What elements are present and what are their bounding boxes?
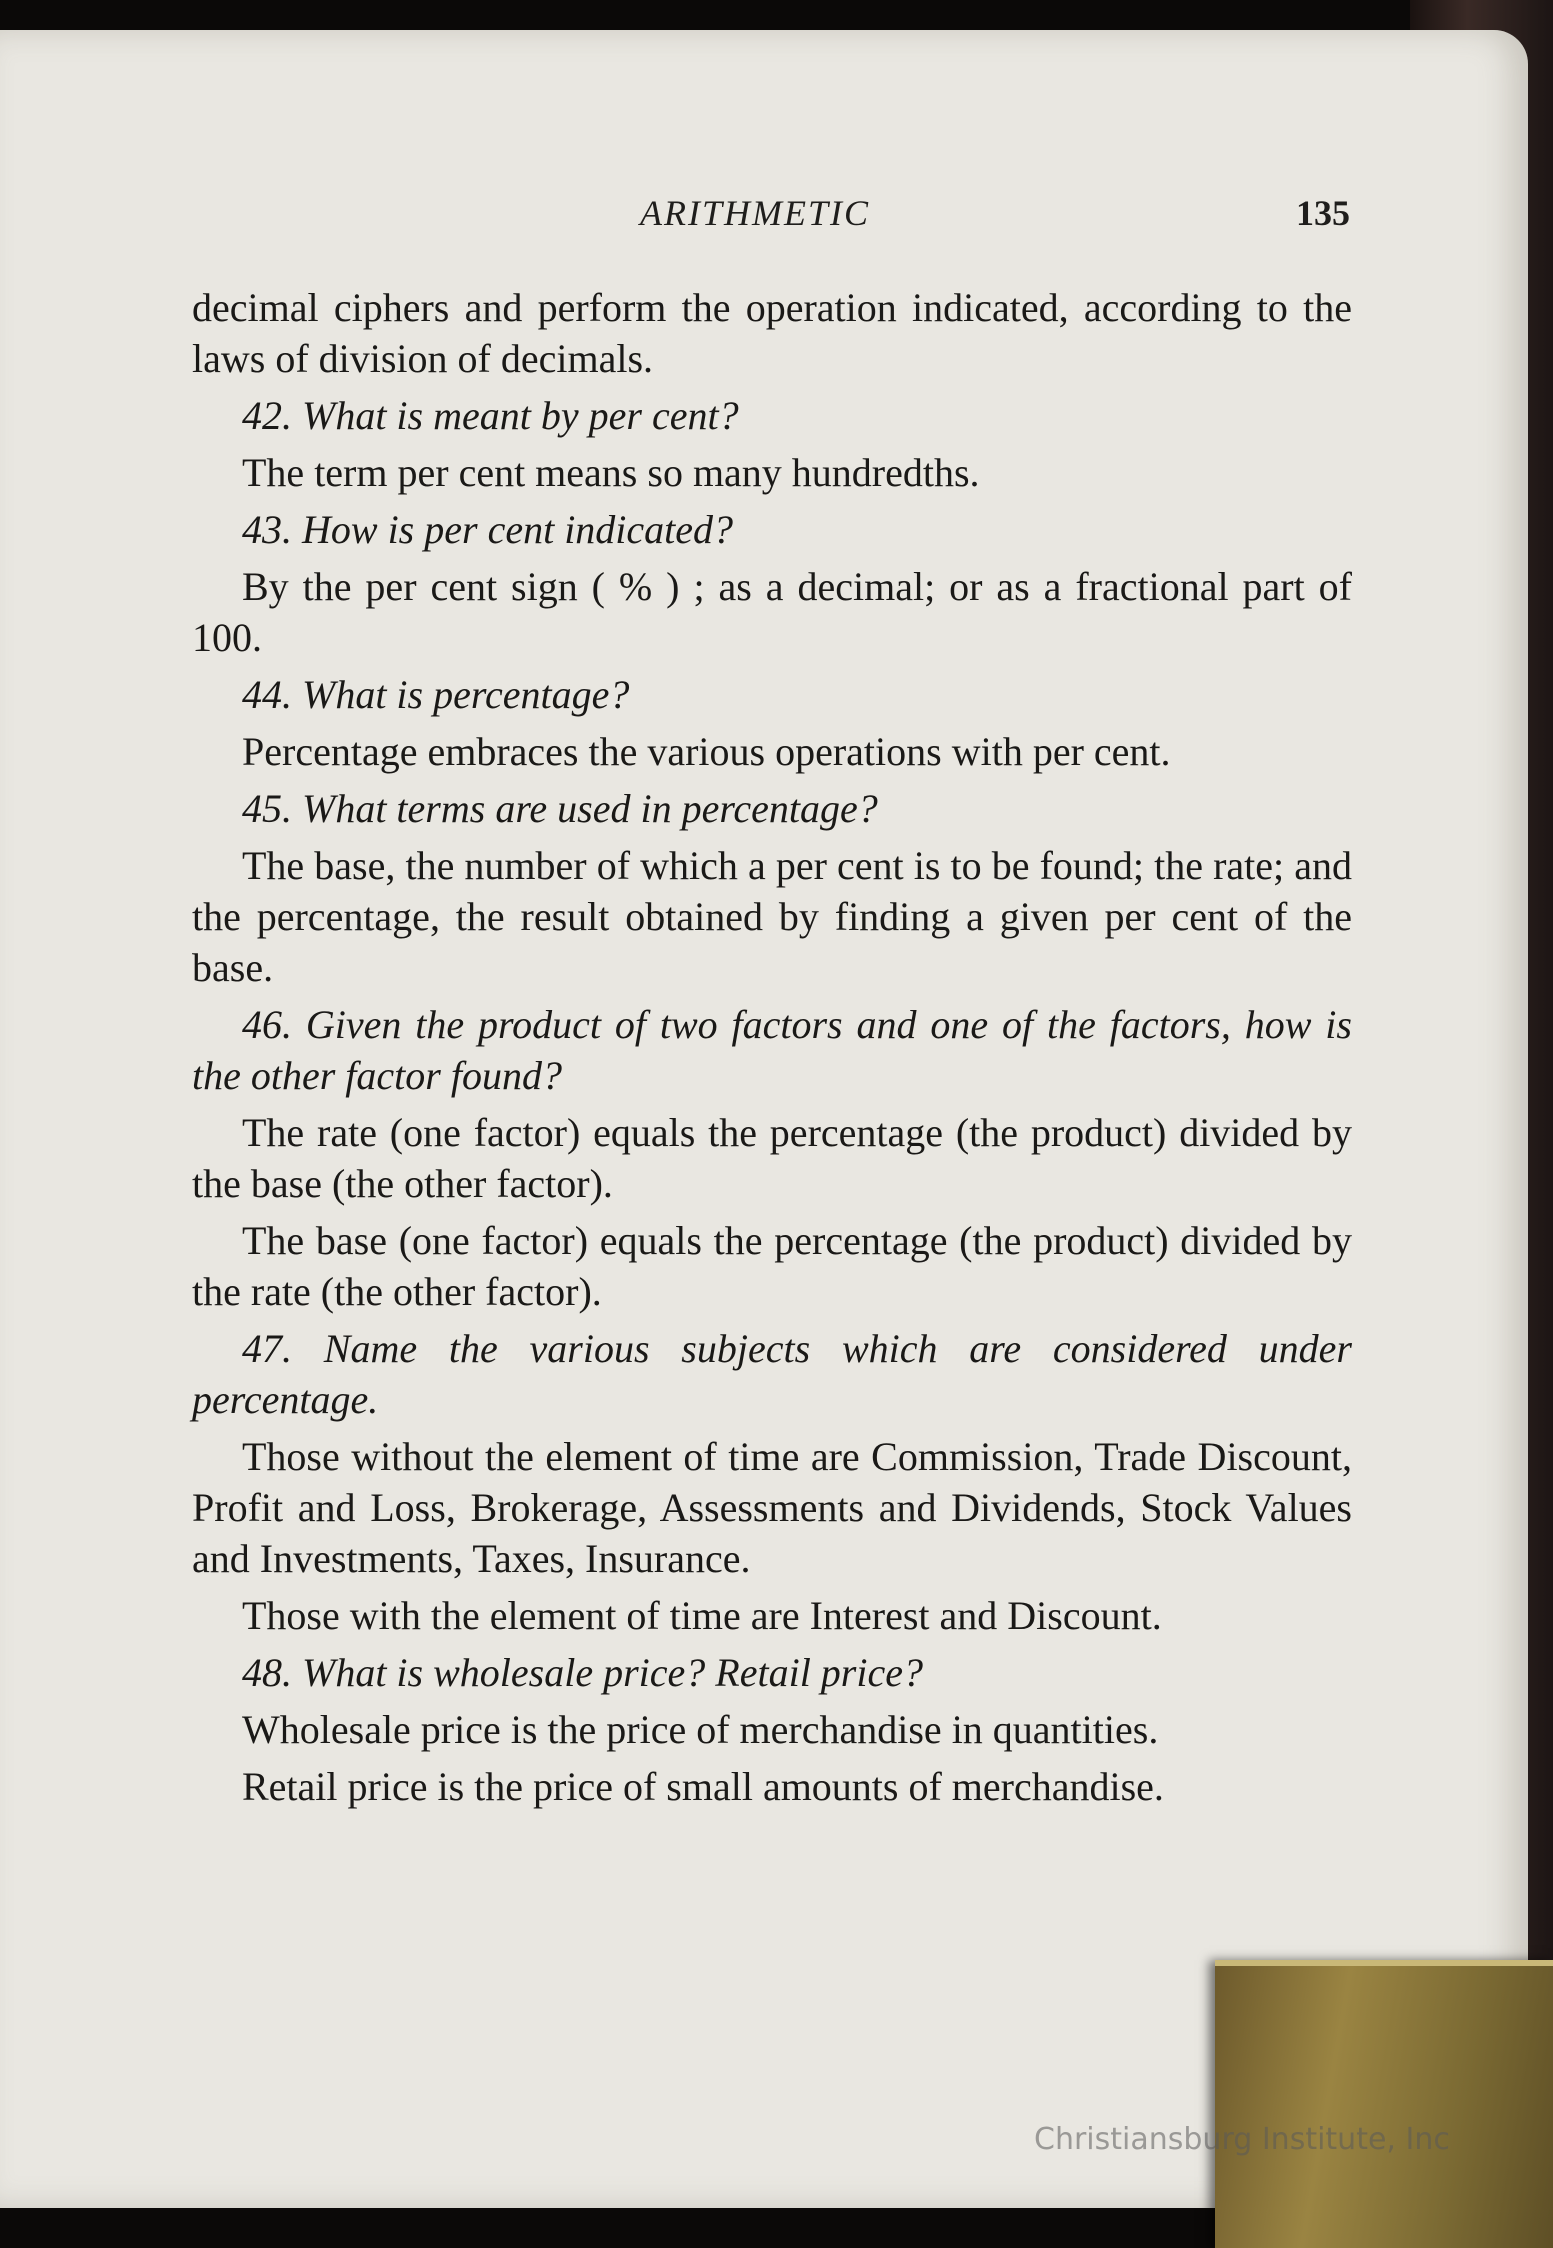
paragraph: Those with the element of time are Interest and Discount.	[242, 1593, 1162, 1638]
paragraph: Percentage embraces the various operations with per cent.	[242, 729, 1171, 774]
question: 44. What is percentage?	[242, 672, 630, 717]
bookmark-block	[1215, 1960, 1553, 2248]
paragraph: decimal ciphers and perform the operation indicated, according to the laws of division of decimals.	[192, 285, 1352, 381]
paragraph: The term per cent means so many hundredths.	[242, 450, 980, 495]
paragraph: Wholesale price is the price of merchandise in quantities.	[242, 1707, 1159, 1752]
paragraph: Those without the element of time are Commission, Trade Discount, Profit and Loss, Brokerage, Assessments and Dividends, Stock Values and Investments, Taxes, Insurance.	[192, 1434, 1352, 1581]
question: 48. What is wholesale price? Retail price?	[242, 1650, 923, 1695]
page-body	[192, 282, 1352, 1818]
question: 42. What is meant by per cent?	[242, 393, 739, 438]
paragraph: By the per cent sign ( % ) ; as a decimal; or as a fractional part of 100.	[192, 564, 1352, 660]
question: 45. What terms are used in percentage?	[242, 786, 878, 831]
page-header	[0, 192, 1350, 238]
question: 46. Given the product of two factors and one of the factors, how is the other factor found?	[192, 1002, 1352, 1098]
watermark: Christiansburg Institute, Inc	[1034, 2122, 1450, 2157]
question: 47. Name the various subjects which are considered under percentage.	[192, 1326, 1352, 1422]
book-page	[0, 30, 1528, 2208]
paragraph: The base (one factor) equals the percentage (the product) divided by the rate (the other factor).	[192, 1218, 1352, 1314]
paragraph: The base, the number of which a per cent is to be found; the rate; and the percentage, the result obtained by finding a given per cent of the base.	[192, 843, 1352, 990]
paragraph: The rate (one factor) equals the percentage (the product) divided by the base (the other factor).	[192, 1110, 1352, 1206]
paragraph: Retail price is the price of small amounts of merchandise.	[242, 1764, 1164, 1809]
running-head: ARITHMETIC	[640, 193, 870, 233]
page-number: 135	[1296, 193, 1350, 233]
question: 43. How is per cent indicated?	[242, 507, 734, 552]
